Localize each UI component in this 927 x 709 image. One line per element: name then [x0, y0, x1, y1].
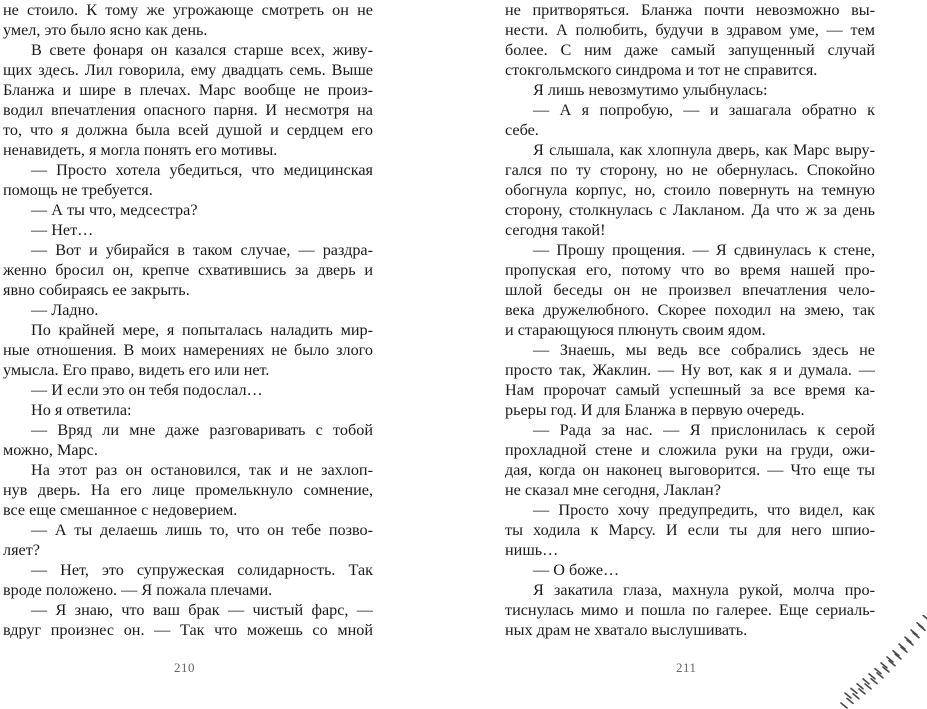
track-mark	[871, 679, 877, 684]
text-line: нув дверь. На его лице промелькнуло сомнение,	[3, 481, 373, 499]
track-mark	[841, 703, 847, 708]
track-mark	[853, 694, 859, 699]
text-line: ненавидеть, я могла понять его мотивы.	[3, 141, 278, 159]
text-line: Я слышала, как хлопнула дверь, как Марс выру-	[533, 141, 875, 159]
text-line: дая, когда он наконец выговорится. — Что еще ты	[505, 461, 875, 479]
text-line: рьеры год. И для Бланжа в первую очередь.	[505, 401, 805, 419]
text-line: себе.	[505, 121, 539, 139]
text-line: умысла. Его право, видеть его или нет.	[3, 361, 270, 379]
text-line: сторону, столкнулась с Лакланом. Да что ж за день	[505, 201, 875, 219]
text-line: — Нет…	[31, 221, 94, 239]
text-line: гался по ту сторону, но не обернулась. Спокойно	[505, 161, 875, 179]
text-line: можно, Марс.	[3, 441, 98, 459]
text-line: нести. А полюбить, будучи в здравом уме, — тем	[505, 21, 875, 39]
text-line: щих здесь. Лил говорила, ему двадцать семь. Выше	[3, 61, 373, 79]
track-mark	[865, 684, 871, 689]
text-line: — Просто хочу предупредить, что видел, как	[533, 501, 875, 519]
track-mark	[847, 698, 853, 703]
track-mark	[851, 688, 857, 693]
track-mark	[845, 693, 851, 698]
track-mark	[863, 679, 869, 684]
text-line: — Знаешь, мы ведь все собрались здесь не	[533, 341, 875, 359]
text-line: Но я ответила:	[31, 401, 132, 419]
text-line: — И если это он тебя подослал…	[31, 381, 263, 399]
text-line: просто так, Жаклин. — Ну вот, как я и думала. —	[505, 361, 875, 379]
text-line: вроде положено. — Я пожала плечами.	[3, 581, 273, 599]
text-line: ные отношения. В моих намерениях не было злого	[3, 341, 373, 359]
text-line: — Вот и убирайся в таком случае, — раздра-	[31, 241, 373, 259]
text-line: — Нет, это супружеская солидарность. Так	[31, 561, 373, 579]
text-line: тиснулась мимо и пошла по галерее. Еще сериаль-	[505, 601, 875, 619]
text-line: — А ты делаешь лишь то, что он тебе позво-	[31, 521, 373, 539]
text-line: — О боже…	[533, 561, 620, 579]
text-line: — Я знаю, что ваш брак — чистый фарс, —	[31, 601, 373, 619]
text-line: обогнула корпус, но, стоило повернуть на темную	[505, 181, 875, 199]
text-line: женно бросил он, крепче схватившись за дверь и	[3, 261, 373, 279]
text-line: На этот раз он остановился, так и не захлоп-	[31, 461, 373, 479]
track-mark	[857, 684, 863, 689]
text-line: века дружелюбного. Скорее походил на змею, так	[505, 301, 875, 319]
text-line: стокгольмского синдрома и тот не справится.	[505, 61, 818, 79]
text-line: — Ладно.	[31, 301, 99, 319]
text-line: умел, это было ясно как день.	[3, 21, 208, 39]
text-line: Нам пророчат самый успешный за все время ка-	[505, 381, 875, 399]
text-line: более. С ним даже самый запущенный случай	[505, 41, 875, 59]
text-line: сегодня такой!	[505, 221, 606, 239]
text-line: то, что я должна была всей душой и сердцем его	[3, 121, 373, 139]
text-line: все еще смешанное с недоверием.	[3, 501, 238, 519]
tire-track-ornament-icon	[836, 615, 927, 709]
text-line: и старающуюся плюнуть своим ядом.	[505, 321, 766, 339]
text-line: вдруг произнес он. — Так что можешь со мной	[3, 621, 373, 639]
text-line: не стоило. К тому же угрожающе смотреть он не	[3, 1, 373, 19]
text-line: — Прошу прощения. — Я сдвинулась к стене,	[533, 241, 875, 259]
track-mark	[859, 689, 865, 694]
text-line: ты ходила к Марсу. И если ты для него шпио-	[505, 521, 875, 539]
right-page	[505, 0, 875, 640]
text-line: — Вряд ли мне даже разговаривать с тобой	[31, 421, 373, 439]
text-line: нишь…	[505, 541, 559, 559]
text-line: пропуская его, потому что во время нашей про-	[505, 261, 875, 279]
text-line: шлой беседы он не произвел впечатления чело-	[505, 281, 875, 299]
text-line: — А ты что, медсестра?	[31, 201, 198, 219]
text-line: Бланжа и шире в плечах. Марс вообще не произ-	[3, 81, 373, 99]
left-page	[3, 0, 373, 640]
text-line: Я закатила глаза, махнула рукой, молча про-	[533, 581, 875, 599]
text-line: водил впечатления опасного парня. И несмотря на	[3, 101, 373, 119]
left-page-number: 210	[174, 660, 195, 675]
text-line: Я лишь невозмутимо улыбнулась:	[533, 81, 768, 99]
text-line: В свете фонаря он казался старше всех, живу-	[31, 41, 373, 59]
text-line: По крайней мере, я попыталась наладить мир-	[31, 321, 373, 339]
text-line: явно собираясь ее закрыть.	[3, 281, 190, 299]
text-line: ляет?	[3, 541, 40, 559]
text-line: — Рада за нас. — Я прислонилась к серой	[533, 421, 875, 439]
text-line: ных драм не хватало выслушивать.	[505, 621, 748, 639]
track-mark	[869, 674, 875, 679]
text-line: прохладной стене и сложила руки на груди, ожи-	[505, 441, 875, 459]
text-line: — Просто хотела убедиться, что медицинская	[31, 161, 373, 179]
text-line: не притворяться. Бланжа почти невозможно вы-	[505, 1, 875, 19]
text-line: помощь не требуется.	[3, 181, 153, 199]
track-mark	[923, 615, 927, 620]
right-page-number: 211	[676, 660, 697, 675]
text-line: — А я попробую, — и зашагала обратно к	[533, 101, 875, 119]
text-line: не сказал мне сегодня, Лаклан?	[505, 481, 721, 499]
